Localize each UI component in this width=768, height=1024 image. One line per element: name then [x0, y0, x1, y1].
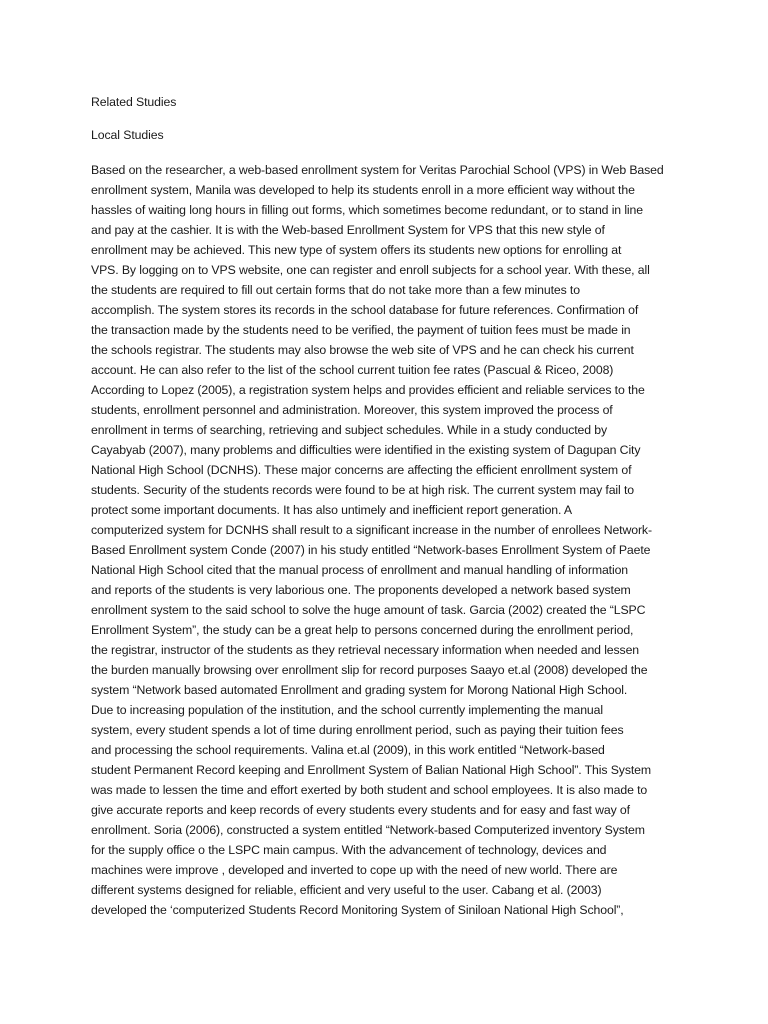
text-line: hassles of waiting long hours in filling out forms, which sometimes become redundant, or to stand in line	[91, 203, 643, 217]
text-line: and reports of the students is very laborious one. The proponents developed a network based system	[91, 583, 631, 597]
text-line: enrollment may be achieved. This new type of system offers its students new options for enrolling at	[91, 243, 622, 257]
text-line: Cayabyab (2007), many problems and difficulties were identified in the existing system of Dagupan City	[91, 443, 641, 457]
text-line: computerized system for DCNHS shall result to a significant increase in the number of enrollees Network-	[91, 523, 652, 537]
text-line: Enrollment System”, the study can be a great help to persons concerned during the enrollment period,	[91, 623, 634, 637]
text-line: enrollment system to the said school to solve the huge amount of task. Garcia (2002) created the “LSPC	[91, 603, 646, 617]
text-line: machines were improve , developed and inverted to cope up with the need of new world. There are	[91, 863, 618, 877]
text-line: students. Security of the students records were found to be at high risk. The current system may fail to	[91, 483, 634, 497]
text-line: and processing the school requirements. Valina et.al (2009), in this work entitled “Network-based	[91, 743, 605, 757]
text-line: National High School (DCNHS). These major concerns are affecting the efficient enrollment system of	[91, 463, 632, 477]
text-line: the registrar, instructor of the students as they retrieval necessary information when needed and lessen	[91, 643, 640, 657]
text-line: Based Enrollment system Conde (2007) in his study entitled “Network-bases Enrollment System of Paete	[91, 543, 651, 557]
text-line: student Permanent Record keeping and Enrollment System of Balian National High School”. This System	[91, 763, 651, 777]
text-line: Based on the researcher, a web-based enrollment system for Veritas Parochial School (VPS) in Web Based	[91, 163, 664, 177]
text-line: accomplish. The system stores its records in the school database for future references. Confirmation of	[91, 303, 639, 317]
text-line: Due to increasing population of the institution, and the school currently implementing the manual	[91, 703, 603, 717]
text-line: for the supply office o the LSPC main campus. With the advancement of technology, devices and	[91, 843, 607, 857]
text-line: protect some important documents. It has also untimely and inefficient report generation. A	[91, 503, 572, 517]
text-line: VPS. By logging on to VPS website, one can register and enroll subjects for a school year. With these, all	[91, 263, 650, 277]
body-paragraph	[91, 160, 681, 920]
text-line: National High School cited that the manual process of enrollment and manual handling of information	[91, 563, 629, 577]
text-line: enrollment. Soria (2006), constructed a system entitled “Network-based Computerized inventory System	[91, 823, 645, 837]
text-line: and pay at the cashier. It is with the Web-based Enrollment System for VPS that this new style of	[91, 223, 605, 237]
text-line: students, enrollment personnel and administration. Moreover, this system improved the process of	[91, 403, 613, 417]
text-line: the burden manually browsing over enrollment slip for record purposes Saayo et.al (2008) developed the	[91, 663, 648, 677]
text-line: developed the ‘computerized Students Record Monitoring System of Siniloan National High School”,	[91, 903, 624, 917]
text-line: enrollment in terms of searching, retrieving and subject schedules. While in a study conducted by	[91, 423, 608, 437]
text-line: was made to lessen the time and effort exerted by both student and school employees. It is also made to	[91, 783, 648, 797]
text-line: the students are required to fill out certain forms that do not take more than a few minutes to	[91, 283, 580, 297]
text-line: system, every student spends a lot of time during enrollment period, such as paying their tuition fees	[91, 723, 624, 737]
text-line: give accurate reports and keep records of every students every students and for easy and fast way of	[91, 803, 630, 817]
text-line: different systems designed for reliable, efficient and very useful to the user. Cabang et al. (2003)	[91, 883, 602, 897]
text-line: the transaction made by the students need to be verified, the payment of tuition fees must be made in	[91, 323, 631, 337]
heading-local-studies: Local Studies	[91, 128, 164, 142]
heading-related-studies: Related Studies	[91, 95, 177, 109]
text-line: According to Lopez (2005), a registration system helps and provides efficient and reliable services to the	[91, 383, 645, 397]
text-line: system “Network based automated Enrollment and grading system for Morong National High School.	[91, 683, 628, 697]
text-line: account. He can also refer to the list of the school current tuition fee rates (Pascual & Riceo, 2008)	[91, 363, 614, 377]
text-line: the schools registrar. The students may also browse the web site of VPS and he can check his current	[91, 343, 634, 357]
text-line: enrollment system, Manila was developed to help its students enroll in a more efficient way without the	[91, 183, 635, 197]
